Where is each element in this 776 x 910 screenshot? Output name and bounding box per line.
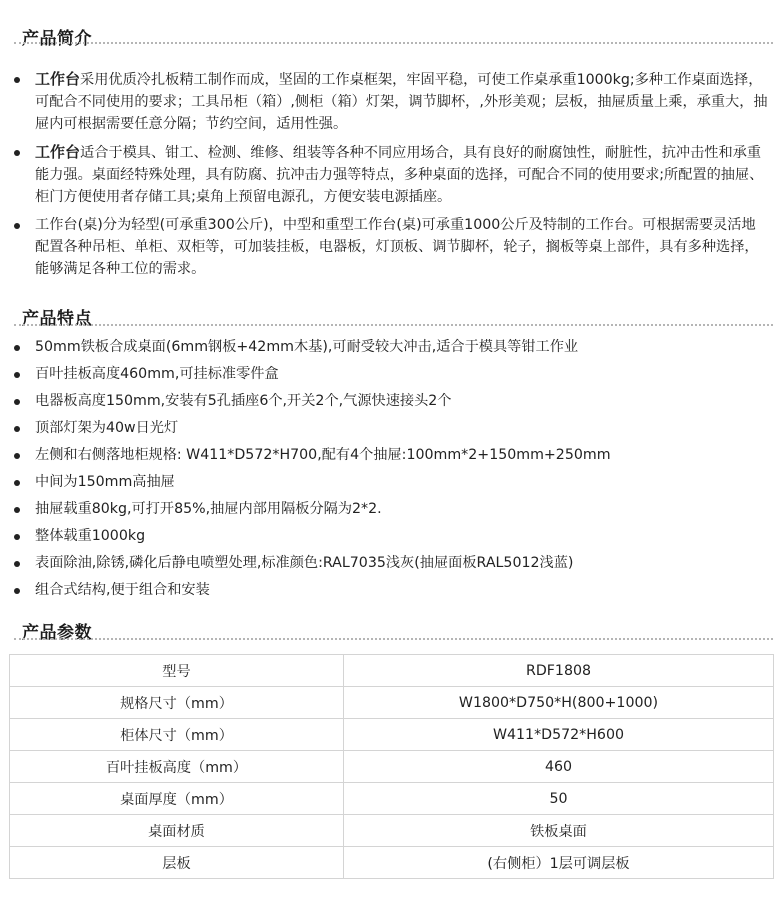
param-key: 层板 [10, 847, 344, 879]
intro-item-bold: 工作台 [35, 143, 81, 161]
intro-item-text: 工作台(桌)分为轻型(可承重300公斤)，中型和重型工作台(桌)可承重1000公斤及特制的工作台。可根据需要灵活地配置各种吊柜、单柜、双柜等，可加装挂板，电器板，灯顶板、调节脚杯，轮子，搁板等桌上部件，具有多种选择，能够满足各种工位的需求。 [35, 217, 759, 277]
param-value: W411*D572*H600 [344, 719, 774, 751]
feature-item: 抽屉载重80kg,可打开85%,抽屉内部用隔板分隔为2*2. [35, 496, 776, 523]
feature-item: 电器板高度150mm,安装有5孔插座6个,开关2个,气源快速接头2个 [35, 388, 776, 415]
section-header [0, 604, 776, 643]
feature-item: 整体载重1000kg [35, 523, 776, 550]
section-params [0, 604, 776, 879]
table-row [10, 719, 774, 751]
dotted-divider [14, 42, 773, 44]
table-row [10, 655, 774, 687]
table-row [10, 847, 774, 879]
param-value: W1800*D750*H(800+1000) [344, 687, 774, 719]
dotted-divider [14, 638, 773, 640]
table-row [10, 751, 774, 783]
dotted-divider [14, 324, 773, 326]
intro-item [35, 141, 768, 208]
intro-item [35, 68, 768, 135]
feature-item: 表面除油,除锈,磷化后静电喷塑处理,标准颜色:RAL7035浅灰(抽屉面板RAL5012浅蓝) [35, 550, 776, 577]
feature-item: 组合式结构,便于组合和安装 [35, 577, 776, 604]
param-value: (右侧柜）1层可调层板 [344, 847, 774, 879]
params-table [9, 654, 774, 879]
param-value: 铁板桌面 [344, 815, 774, 847]
param-key: 桌面厚度（mm） [10, 783, 344, 815]
feature-item: 左侧和右侧落地柜规格: W411*D572*H700,配有4个抽屉:100mm*2+150mm+250mm [35, 442, 776, 469]
param-key: 柜体尺寸（mm） [10, 719, 344, 751]
param-value: RDF1808 [344, 655, 774, 687]
intro-item-text: 适合于模具、钳工、检测、维修、组装等各种不同应用场合，具有良好的耐腐蚀性，耐脏性，抗冲击性和承重能力强。桌面经特殊处理，具有防腐、抗冲击力强等特点，多种桌面的选择，可配合不同的使用要求;所配置的抽屉、柜门方便使用者存储工具;桌角上预留电源孔，方便安装电源插座。 [35, 145, 764, 205]
feature-item: 百叶挂板高度460mm,可挂标准零件盒 [35, 361, 776, 388]
section-title-params: 产品参数 [22, 623, 92, 643]
feature-item: 中间为150mm高抽屉 [35, 469, 776, 496]
param-key: 桌面材质 [10, 815, 344, 847]
feature-item: 50mm铁板合成桌面(6mm钢板+42mm木基),可耐受较大冲击,适合于模具等钳工作业 [35, 334, 776, 361]
section-header [0, 0, 776, 49]
section-title-features: 产品特点 [22, 309, 92, 329]
section-intro [0, 0, 776, 280]
intro-list [0, 68, 776, 280]
param-key: 百叶挂板高度（mm） [10, 751, 344, 783]
table-row [10, 783, 774, 815]
intro-item-bold: 工作台 [35, 70, 81, 88]
features-list [0, 334, 776, 604]
param-key: 型号 [10, 655, 344, 687]
intro-item [35, 214, 768, 280]
section-header [0, 286, 776, 329]
param-key: 规格尺寸（mm） [10, 687, 344, 719]
param-value: 50 [344, 783, 774, 815]
intro-item-text: 采用优质冷扎板精工制作而成，坚固的工作桌框架，牢固平稳，可使工作桌承重1000kg;多种工作桌面选择，可配合不同使用的要求；工具吊柜（箱）,侧柜（箱）灯架，调节脚杯，,外形美观；层板，抽屉质量上乘，承重大，抽屉内可根据需要任意分隔；节约空间，适用性强。 [35, 72, 768, 132]
section-title-intro: 产品简介 [22, 29, 92, 49]
table-row [10, 687, 774, 719]
table-row [10, 815, 774, 847]
param-value: 460 [344, 751, 774, 783]
section-features [0, 286, 776, 604]
feature-item: 顶部灯架为40w日光灯 [35, 415, 776, 442]
